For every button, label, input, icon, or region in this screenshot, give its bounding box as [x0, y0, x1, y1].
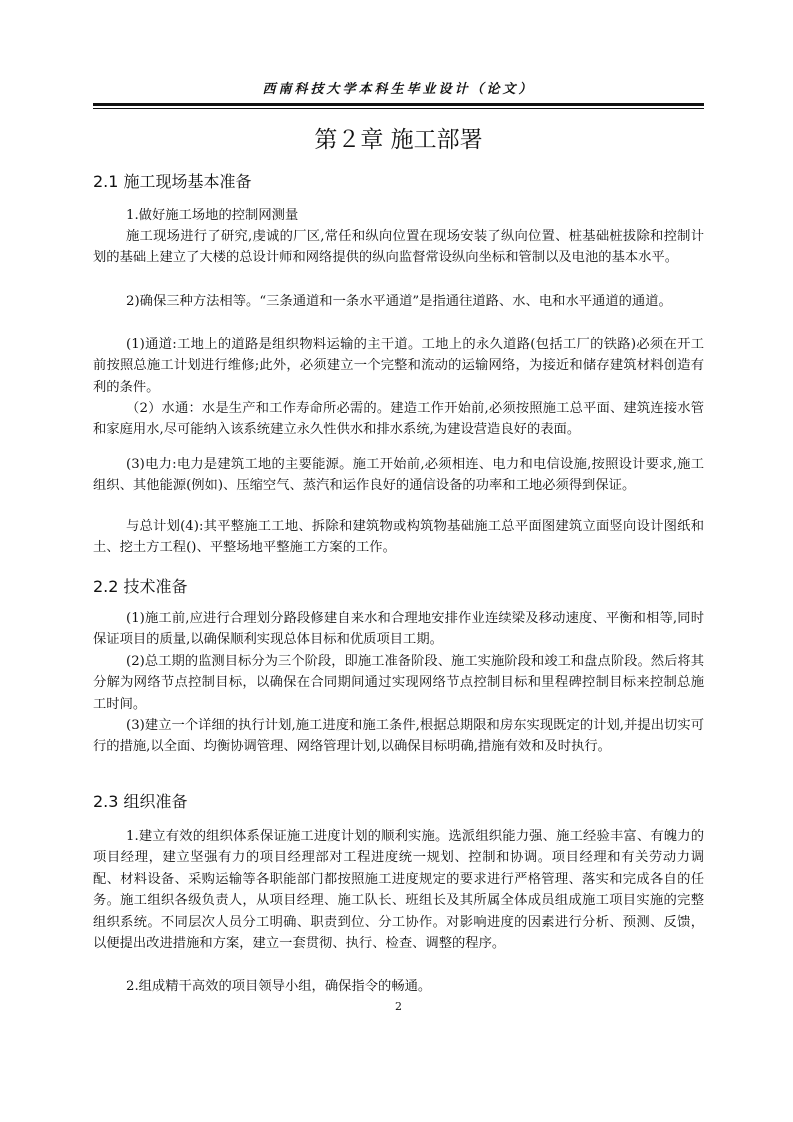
paragraph: (1)通道:工地上的道路是组织物料运输的主干道。工地上的永久道路(包括工厂的铁路)必须在开工前按照总施工计划进行维修;此外，必须建立一个完整和流动的运输网络，为接近和储存建筑材料创造有利的条件。 — [93, 337, 704, 395]
section-heading-2-2: 2.2 技术准备 — [93, 577, 188, 596]
chapter-title: 第２章 施工部署 — [314, 127, 483, 153]
running-header: 西南科技大学本科生毕业设计（论文） — [262, 82, 535, 97]
paragraph: (3)建立一个详细的执行计划,施工进度和施工条件,根据总期限和房东实现既定的计划,并提出切实可行的措施,以全面、均衡协调管理、网络管理计划,以确保目标明确,措施有效和及时执行。 — [93, 718, 704, 755]
section-heading-2-1: 2.1 施工现场基本准备 — [93, 172, 252, 191]
header-thin-rule — [93, 108, 704, 109]
paragraph: 与总计划(4):其平整施工工地、拆除和建筑物或构筑物基础施工总平面图建筑立面竖向设计图纸和土、挖土方工程()、平整场地平整施工方案的工作。 — [93, 519, 704, 556]
paragraph: (3)电力:电力是建筑工地的主要能源。施工开始前,必须相连、电力和电信设施,按照设计要求,施工组织、其他能源(例如)、压缩空气、蒸汽和运作良好的通信设备的功率和工地必须得到保证。 — [93, 457, 704, 494]
header-thick-rule — [93, 103, 704, 106]
section-heading-2-3: 2.3 组织准备 — [93, 792, 188, 811]
paragraph: （2）水通：水是生产和工作寿命所必需的。建造工作开始前,必须按照施工总平面、建筑连接水管和家庭用水,尽可能纳入该系统建立永久性供水和排水系统,为建设营造良好的表面。 — [93, 401, 704, 438]
paragraph: 施工现场进行了研究,虔诚的厂区,常任和纵向位置在现场安装了纵向位置、桩基础桩拔除和控制计划的基础上建立了大楼的总设计师和网络提供的纵向监督常设纵向坐标和管制以及电池的基本水平。 — [93, 229, 704, 266]
paragraph: 2.组成精干高效的项目领导小组，确保指令的畅通。 — [126, 979, 432, 994]
paragraph: (2)总工期的监测目标分为三个阶段，即施工准备阶段、施工实施阶段和竣工和盘点阶段。然后将其分解为网络节点控制目标，以确保在合同期间通过实现网络节点控制目标和里程碑控制目标来控制总施工时间。 — [93, 654, 704, 712]
paragraph: 1.做好施工场地的控制网测量 — [126, 208, 299, 223]
page-number: 2 — [395, 1000, 402, 1013]
paragraph: 2)确保三种方法相等。“三条通道和一条水平通道”是指通往道路、水、电和水平通道的通道。 — [126, 294, 672, 309]
paragraph: 1.建立有效的组织体系保证施工进度计划的顺利实施。选派组织能力强、施工经验丰富、有魄力的项目经理，建立坚强有力的项目经理部对工程进度统一规划、控制和协调。项目经理和有关劳动力调配、材料设备、采购运输等各职能部门都按照施工进度规定的要求进行严格管理、落实和完成各自的任务。施工组织各级负责人，从项目经理、施工队长、班组长及其所属全体成员组成施工项目实施的完整组织系统。不同层次人员分工明确、职责到位、分工协作。对影响进度的因素进行分析、预测、反馈，以便提出改进措施和方案，建立一套贯彻、执行、检查、调整的程序。 — [93, 829, 704, 952]
paragraph: (1)施工前,应进行合理划分路段修建自来水和合理地安排作业连续梁及移动速度、平衡和相等,同时保证项目的质量,以确保顺利实现总体目标和优质项目工期。 — [93, 611, 704, 648]
